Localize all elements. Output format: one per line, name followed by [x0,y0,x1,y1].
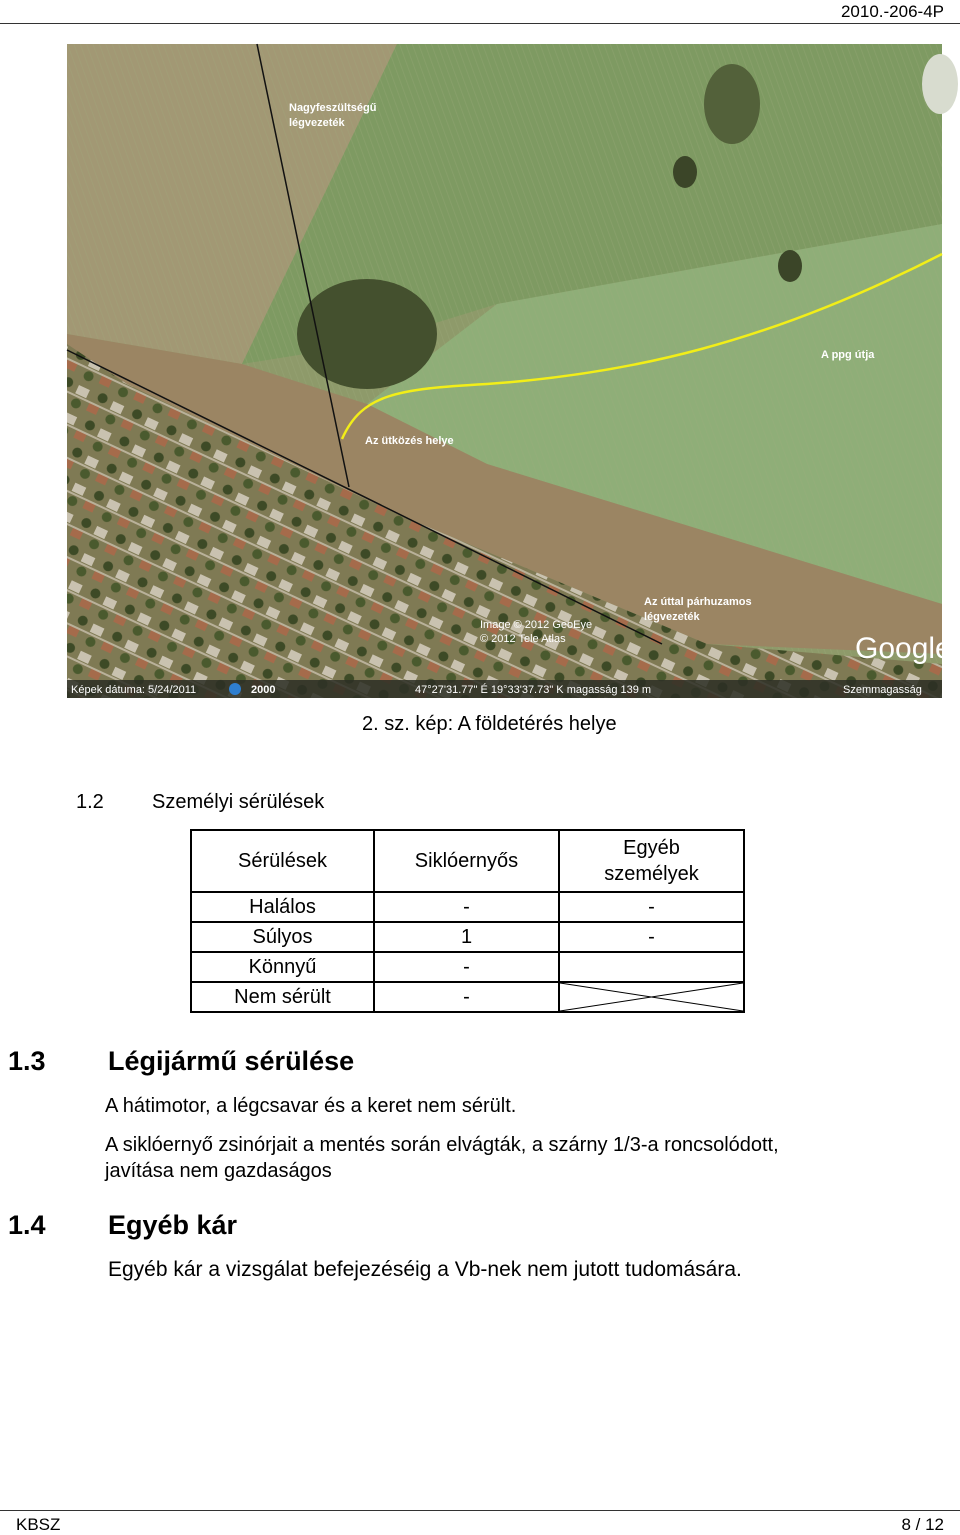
page-number: 8 / 12 [901,1515,944,1534]
svg-text:Image © 2012 GeoEye: Image © 2012 GeoEye [480,619,593,631]
section-1-3-heading [8,1046,354,1077]
injury-table [190,829,745,1013]
svg-text:2000: 2000 [251,684,276,696]
svg-text:Google: Google [855,632,952,665]
footer-organization: KBSZ [16,1515,61,1534]
svg-text:47°27'31.77" É 19°33'37.73" K: 47°27'31.77" É 19°33'37.73" K magasság 139 m [415,684,652,696]
header-divider [0,23,960,24]
table-cell: - [559,922,744,952]
table-row [191,982,744,1012]
section-title: Légijármű sérülése [108,1046,355,1076]
svg-text:légvezeték: légvezeték [289,117,345,129]
paragraph: javítása nem gazdaságos [105,1160,332,1182]
footer-divider [0,1510,960,1511]
table-header: Sérülések [191,830,374,892]
svg-text:A ppg útja: A ppg útja [821,349,875,361]
section-1-4-heading [8,1210,237,1241]
svg-text:Az ütközés helye: Az ütközés helye [365,435,454,447]
table-cell: - [374,982,559,1012]
section-number: 1.4 [8,1210,46,1240]
table-row [191,892,744,922]
aerial-photo [67,44,952,698]
svg-text:© 2012 Tele Atlas: © 2012 Tele Atlas [480,633,566,645]
table-cell: Nem sérült [191,982,374,1012]
table-cell: - [559,892,744,922]
section-number: 1.2 [76,791,104,813]
table-cell: Könnyű [191,952,374,982]
svg-text:Nagyfeszültségű: Nagyfeszültségű [289,102,377,114]
table-header: Siklóernyős [374,830,559,892]
table-header-row [191,830,744,892]
paragraph: Egyéb kár a vizsgálat befejezéséig a Vb-nek nem jutott tudomására. [108,1258,742,1281]
figure-caption: 2. sz. kép: A földetérés helye [362,713,617,735]
paragraph: A siklóernyő zsinórjait a mentés során elvágták, a szárny 1/3-a roncsolódott, [105,1134,779,1156]
svg-text:Képek dátuma: 5/24/2011: Képek dátuma: 5/24/2011 [71,684,197,696]
svg-text:Szemmagasság: Szemmagasság [843,684,922,696]
section-title: Személyi sérülések [152,791,325,813]
table-cell: - [374,892,559,922]
document-reference: 2010.-206-4P [840,2,944,21]
svg-text:légvezeték: légvezeték [644,611,700,623]
section-number: 1.3 [8,1046,46,1076]
section-title: Egyéb kár [108,1210,238,1240]
crossed-out-cell [559,982,744,1012]
table-row [191,952,744,982]
cross-mark-icon [560,983,743,1011]
table-header: Egyéb személyek [559,830,744,892]
table-cell [559,952,744,982]
table-cell: Súlyos [191,922,374,952]
table-cell: - [374,952,559,982]
table-cell: 1 [374,922,559,952]
paragraph: A hátimotor, a légcsavar és a keret nem sérült. [105,1095,517,1117]
svg-text:Az úttal párhuzamos: Az úttal párhuzamos [644,596,752,608]
table-row [191,922,744,952]
table-cell: Halálos [191,892,374,922]
section-1-2-heading [76,791,324,814]
